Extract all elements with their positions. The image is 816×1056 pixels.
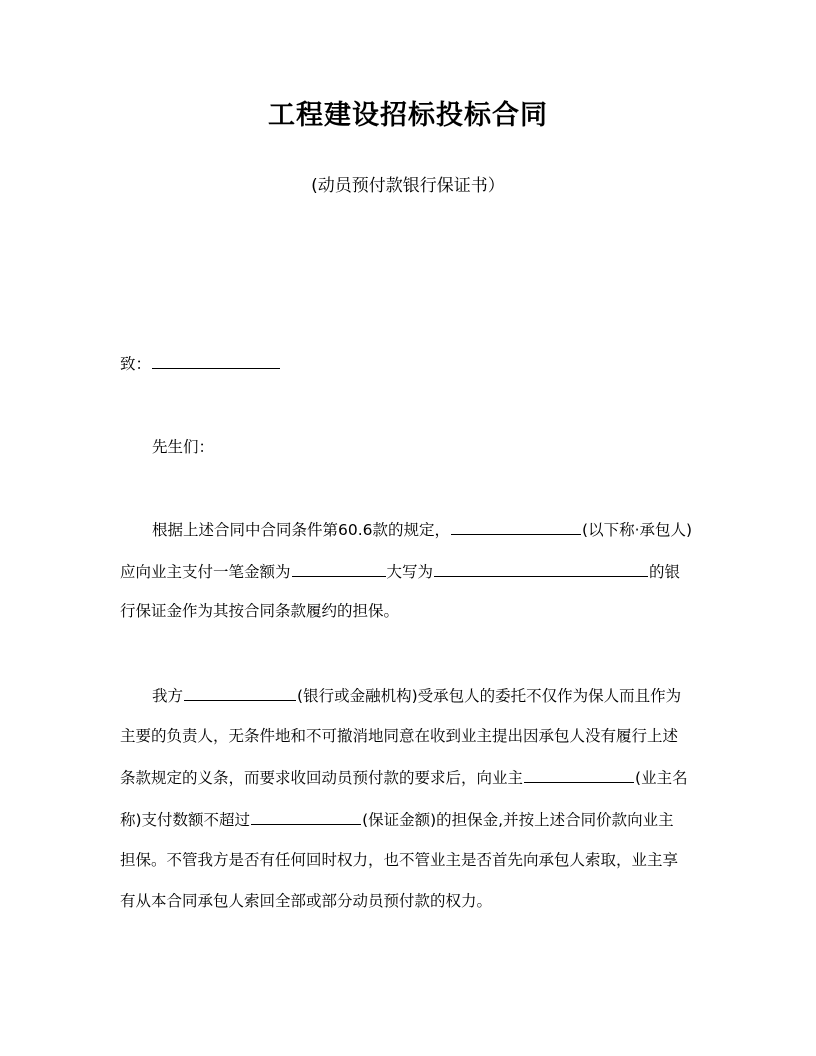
paragraph2-text: 条款规定的义条，而要求收回动员预付款的要求后，向业主: [120, 769, 524, 787]
amount-blank[interactable]: [292, 558, 386, 577]
contractor-blank[interactable]: [451, 516, 581, 535]
paragraph2-line2: 主要的负责人，无条件地和不可撤消地同意在收到业主提出因承包人没有履行上述: [120, 727, 679, 745]
paragraph2-text: (保证金额)的担保金,并按上述合同价款向业主: [362, 811, 674, 829]
document-subtitle: (动员预付款银行保证书）: [311, 176, 505, 196]
paragraph1-line3: 行保证金作为其按合同条款履约的担保。: [120, 602, 400, 620]
paragraph2-text: (银行或金融机构)受承包人的委托不仅作为保人而且作为: [297, 687, 682, 705]
paragraph2-line1: [152, 682, 681, 709]
paragraph2-line5: 担保。不管我方是否有任何回时权力，也不管业主是否首先向承包人索取，业主享: [120, 851, 679, 869]
paragraph2-text: (业主名: [635, 769, 688, 787]
amount-words-blank[interactable]: [434, 558, 648, 577]
paragraph2-line6: 有从本合同承包人索回全部或部分动员预付款的权力。: [120, 892, 493, 910]
salutation: 先生们：: [152, 438, 215, 456]
paragraph1-text: 大写为: [386, 563, 434, 581]
paragraph1-line2: [120, 558, 680, 585]
paragraph2-line3: [120, 764, 688, 791]
bank-blank[interactable]: [184, 682, 296, 701]
paragraph1-text: (以下称·承包人): [582, 521, 693, 539]
guarantee-amount-blank[interactable]: [251, 806, 361, 825]
document-title: 工程建设招标投标合同: [268, 100, 548, 131]
owner-blank[interactable]: [524, 764, 634, 783]
paragraph1-text: 的银: [649, 563, 681, 581]
addressee-blank[interactable]: [152, 350, 280, 369]
paragraph2-text: 称)支付数额不超过: [120, 811, 251, 829]
paragraph1-line1: [152, 516, 692, 543]
addressee-line: [120, 350, 281, 377]
paragraph1-text: 根据上述合同中合同条件第60.6款的规定，: [152, 521, 451, 539]
paragraph2-line4: [120, 806, 674, 833]
paragraph1-text: 应向业主支付一笔金额为: [120, 563, 291, 581]
paragraph2-text: 我方: [152, 687, 184, 705]
addressee-label: 致：: [120, 355, 152, 373]
